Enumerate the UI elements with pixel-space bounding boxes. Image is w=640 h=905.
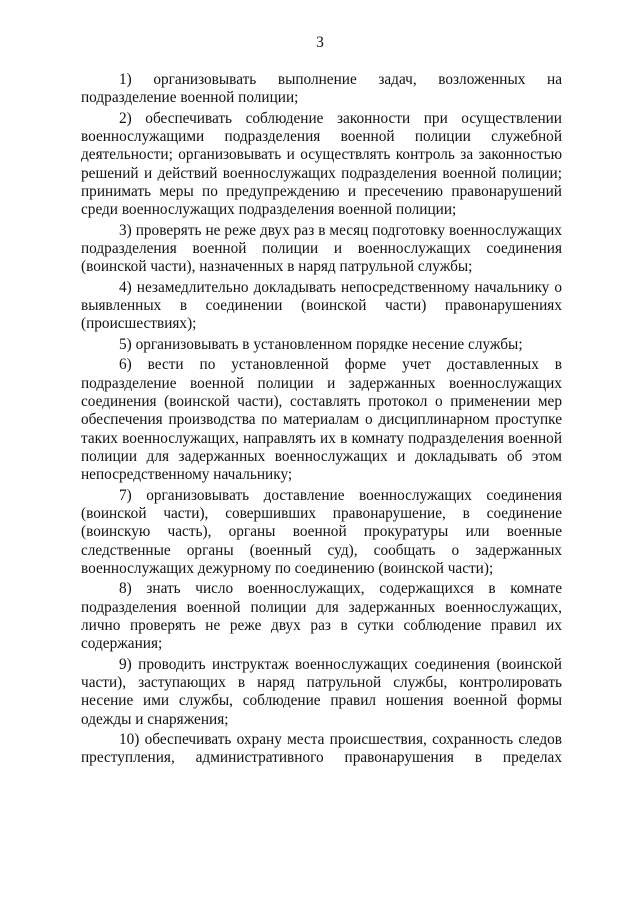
list-item: 2) обеспечивать соблюдение законности при осуществлении военнослужащими подразделения военной полиции служебной деятельности; организовывать и осуществлять контроль за законностью решений и действий военнослужащих подразделения военной полиции; принимать меры по предупреждению и пресечению правонарушений среди военнослужащих подразделения военной полиции; xyxy=(81,109,562,219)
list-item: 7) организовывать доставление военнослужащих соединения (воинской части), совершивших правонарушение, в соединение (воинскую часть), органы военной прокуратуры или военные следственные органы (военный суд), сообщать о задержанных военнослужащих дежурному по соединению (воинской части); xyxy=(81,486,562,577)
list-item: 1) организовывать выполнение задач, возложенных на подразделение военной полиции; xyxy=(81,71,562,107)
document-body xyxy=(81,71,562,768)
list-item: 6) вести по установленной форме учет доставленных в подразделение военной полиции и задержанных военнослужащих соединения (воинской части), составлять протокол о применении мер обеспечения производства по материалам о дисциплинарном проступке таких военнослужащих, направлять их в комнату подразделения военной полиции для задержанных военнослужащих и докладывать об этом непосредственному начальнику; xyxy=(81,356,562,484)
list-item: 9) проводить инструктаж военнослужащих соединения (воинской части), заступающих в наряд патрульной службы, контролировать несение ими службы, соблюдение правил ношения военной формы одежды и снаряжения; xyxy=(81,655,562,728)
list-item: 3) проверять не реже двух раз в месяц подготовку военнослужащих подразделения военной полиции и военнослужащих соединения (воинской части), назначенных в наряд патрульной службы; xyxy=(81,221,562,276)
list-item: 10) обеспечивать охрану места происшествия, сохранность следов преступления, административного правонарушения в пределах xyxy=(81,731,562,767)
list-item: 8) знать число военнослужащих, содержащихся в комнате подразделения военной полиции для задержанных военнослужащих, лично проверять не реже двух раз в сутки соблюдение правил их содержания; xyxy=(81,580,562,653)
page-number: 3 xyxy=(316,34,324,51)
list-item: 5) организовывать в установленном порядке несение службы; xyxy=(119,335,523,353)
list-item: 4) незамедлительно докладывать непосредственному начальнику о выявленных в соединении (воинской части) правонарушениях (происшествиях); xyxy=(81,278,562,333)
